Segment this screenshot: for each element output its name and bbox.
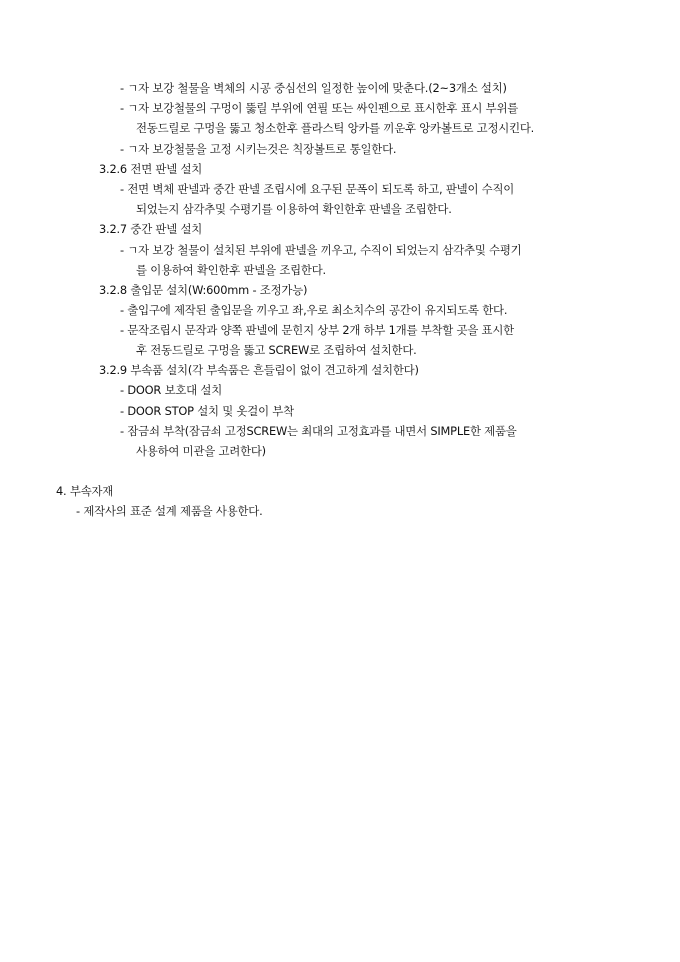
bullet-line: - ㄱ자 보강철물의 구멍이 뚫릴 부위에 연필 또는 싸인펜으로 표시한후 표시 부위를 [120,101,519,115]
section-heading-4: 4. 부속자재 [56,484,114,498]
bullet-continuation: 를 이용하여 확인한후 판넬을 조립한다. [136,263,326,277]
section-heading-3-2-6: 3.2.6 전면 판넬 설치 [99,162,203,176]
bullet-line: - 문작조립시 문작과 양쪽 판넬에 문힌지 상부 2개 하부 1개를 부착할 곳을 표시한 [120,323,514,337]
bullet-line: - DOOR STOP 설치 및 옷걸이 부착 [120,404,294,418]
bullet-continuation: 전동드릴로 구멍을 뚫고 청소한후 플라스틱 앙카를 끼운후 앙카볼트로 고정시킨다. [136,121,535,135]
bullet-line: - 전면 벽체 판넬과 중간 판넬 조립시에 요구된 문폭이 되도록 하고, 판넬이 수직이 [120,182,515,196]
bullet-line: - ㄱ자 보강철물을 고정 시키는것은 칙장볼트로 통일한다. [120,142,397,156]
bullet-line: - DOOR 보호대 설치 [120,383,223,397]
bullet-line: - 잠금쇠 부착(잠금쇠 고정SCREW는 최대의 고정효과를 내면서 SIMPLE한 제품을 [120,424,517,438]
bullet-continuation: 되었는지 삼각추및 수평기를 이용하여 확인한후 판넬을 조립한다. [136,202,452,216]
section-heading-3-2-7: 3.2.7 중간 판넬 설치 [99,222,203,236]
bullet-continuation: 후 전동드릴로 구멍을 뚫고 SCREW로 조립하여 설치한다. [136,343,417,357]
bullet-line: - ㄱ자 보강 철물을 벽체의 시공 중심선의 일정한 높이에 맞춘다.(2~3개소 설치) [120,81,507,95]
bullet-line: - 출입구에 제작된 출입문을 끼우고 좌,우로 최소치수의 공간이 유지되도록 한다. [120,303,508,317]
bullet-line: - ㄱ자 보강 철물이 설치된 부위에 판넬을 끼우고, 수직이 되었는지 삼각추및 수평기 [120,243,522,257]
bullet-line: - 제작사의 표준 설계 제품을 사용한다. [76,504,263,518]
bullet-continuation: 사용하여 미관을 고려한다) [136,444,266,458]
section-heading-3-2-9: 3.2.9 부속품 설치(각 부속품은 흔들림이 없이 견고하게 설치한다) [99,363,419,377]
section-heading-3-2-8: 3.2.8 출입문 설치(W:600mm - 조정가능) [99,283,308,297]
